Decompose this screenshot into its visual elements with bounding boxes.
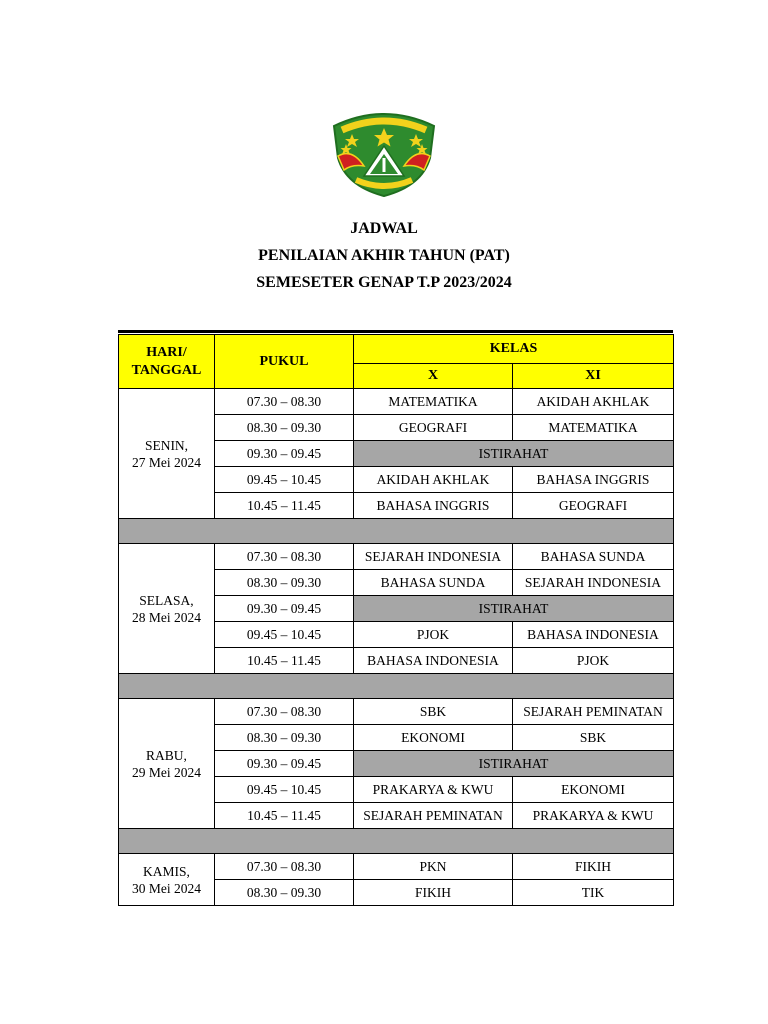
table-row <box>119 699 674 725</box>
title-line-2: PENILAIAN AKHIR TAHUN (PAT) <box>258 247 510 264</box>
time-cell: 10.45 – 11.45 <box>215 803 354 829</box>
time-cell: 08.30 – 09.30 <box>215 725 354 751</box>
time-cell: 09.45 – 10.45 <box>215 622 354 648</box>
subject-x-cell: BAHASA INDONESIA <box>354 648 513 674</box>
day-date: 29 Mei 2024 <box>132 764 201 780</box>
subject-xi-cell: GEOGRAFI <box>513 493 674 519</box>
subject-x-cell: BAHASA SUNDA <box>354 570 513 596</box>
day-name: KAMIS, <box>143 863 190 879</box>
subject-x-cell: AKIDAH AKHLAK <box>354 467 513 493</box>
time-cell: 08.30 – 09.30 <box>215 415 354 441</box>
day-separator <box>119 674 674 699</box>
time-cell: 09.30 – 09.45 <box>215 441 354 467</box>
time-cell: 07.30 – 08.30 <box>215 544 354 570</box>
subject-xi-cell: EKONOMI <box>513 777 674 803</box>
time-cell: 08.30 – 09.30 <box>215 880 354 906</box>
subject-x-cell: MATEMATIKA <box>354 389 513 415</box>
day-separator <box>119 519 674 544</box>
subject-xi-cell: SBK <box>513 725 674 751</box>
subject-x-cell: PJOK <box>354 622 513 648</box>
time-cell: 09.45 – 10.45 <box>215 777 354 803</box>
subject-x-cell: BAHASA INGGRIS <box>354 493 513 519</box>
table-row <box>119 544 674 570</box>
subject-x-cell: SBK <box>354 699 513 725</box>
time-cell: 07.30 – 08.30 <box>215 699 354 725</box>
separator-cell <box>119 519 674 544</box>
subject-xi-cell: SEJARAH INDONESIA <box>513 570 674 596</box>
day-cell <box>119 699 215 829</box>
header-class: KELAS <box>354 335 674 364</box>
time-cell: 07.30 – 08.30 <box>215 389 354 415</box>
schedule-body <box>119 389 674 906</box>
day-name: SELASA, <box>139 592 194 608</box>
time-cell: 10.45 – 11.45 <box>215 493 354 519</box>
title-block <box>0 215 768 296</box>
school-logo <box>328 106 440 198</box>
day-name: RABU, <box>146 747 187 763</box>
break-cell: ISTIRAHAT <box>354 751 674 777</box>
subject-xi-cell: PJOK <box>513 648 674 674</box>
separator-cell <box>119 829 674 854</box>
subject-x-cell: SEJARAH INDONESIA <box>354 544 513 570</box>
subject-xi-cell: AKIDAH AKHLAK <box>513 389 674 415</box>
break-cell: ISTIRAHAT <box>354 596 674 622</box>
subject-xi-cell: SEJARAH PEMINATAN <box>513 699 674 725</box>
separator-cell <box>119 674 674 699</box>
day-separator <box>119 829 674 854</box>
title-line-1: JADWAL <box>350 220 418 237</box>
day-cell <box>119 544 215 674</box>
subject-xi-cell: TIK <box>513 880 674 906</box>
subject-x-cell: PKN <box>354 854 513 880</box>
time-cell: 08.30 – 09.30 <box>215 570 354 596</box>
time-cell: 10.45 – 11.45 <box>215 648 354 674</box>
subject-x-cell: EKONOMI <box>354 725 513 751</box>
time-cell: 07.30 – 08.30 <box>215 854 354 880</box>
day-date: 30 Mei 2024 <box>132 880 201 896</box>
title-line-3: SEMESETER GENAP T.P 2023/2024 <box>256 274 512 291</box>
table-row <box>119 854 674 880</box>
schedule-table <box>118 334 674 906</box>
header-class-x: X <box>354 364 513 389</box>
header-class-xi: XI <box>513 364 674 389</box>
break-cell: ISTIRAHAT <box>354 441 674 467</box>
day-cell <box>119 389 215 519</box>
subject-xi-cell: PRAKARYA & KWU <box>513 803 674 829</box>
day-name: SENIN, <box>144 437 189 453</box>
time-cell: 09.45 – 10.45 <box>215 467 354 493</box>
time-cell: 09.30 – 09.45 <box>215 596 354 622</box>
subject-x-cell: PRAKARYA & KWU <box>354 777 513 803</box>
subject-xi-cell: FIKIH <box>513 854 674 880</box>
header-day: HARI/ TANGGAL <box>119 335 215 389</box>
table-row <box>119 389 674 415</box>
day-date: 27 Mei 2024 <box>132 454 201 470</box>
subject-x-cell: FIKIH <box>354 880 513 906</box>
header-time: PUKUL <box>215 335 354 389</box>
day-date: 28 Mei 2024 <box>132 609 201 625</box>
subject-x-cell: GEOGRAFI <box>354 415 513 441</box>
table-top-border <box>118 330 673 333</box>
subject-xi-cell: BAHASA INGGRIS <box>513 467 674 493</box>
subject-xi-cell: MATEMATIKA <box>513 415 674 441</box>
day-cell <box>119 854 215 906</box>
time-cell: 09.30 – 09.45 <box>215 751 354 777</box>
subject-x-cell: SEJARAH PEMINATAN <box>354 803 513 829</box>
subject-xi-cell: BAHASA INDONESIA <box>513 622 674 648</box>
subject-xi-cell: BAHASA SUNDA <box>513 544 674 570</box>
